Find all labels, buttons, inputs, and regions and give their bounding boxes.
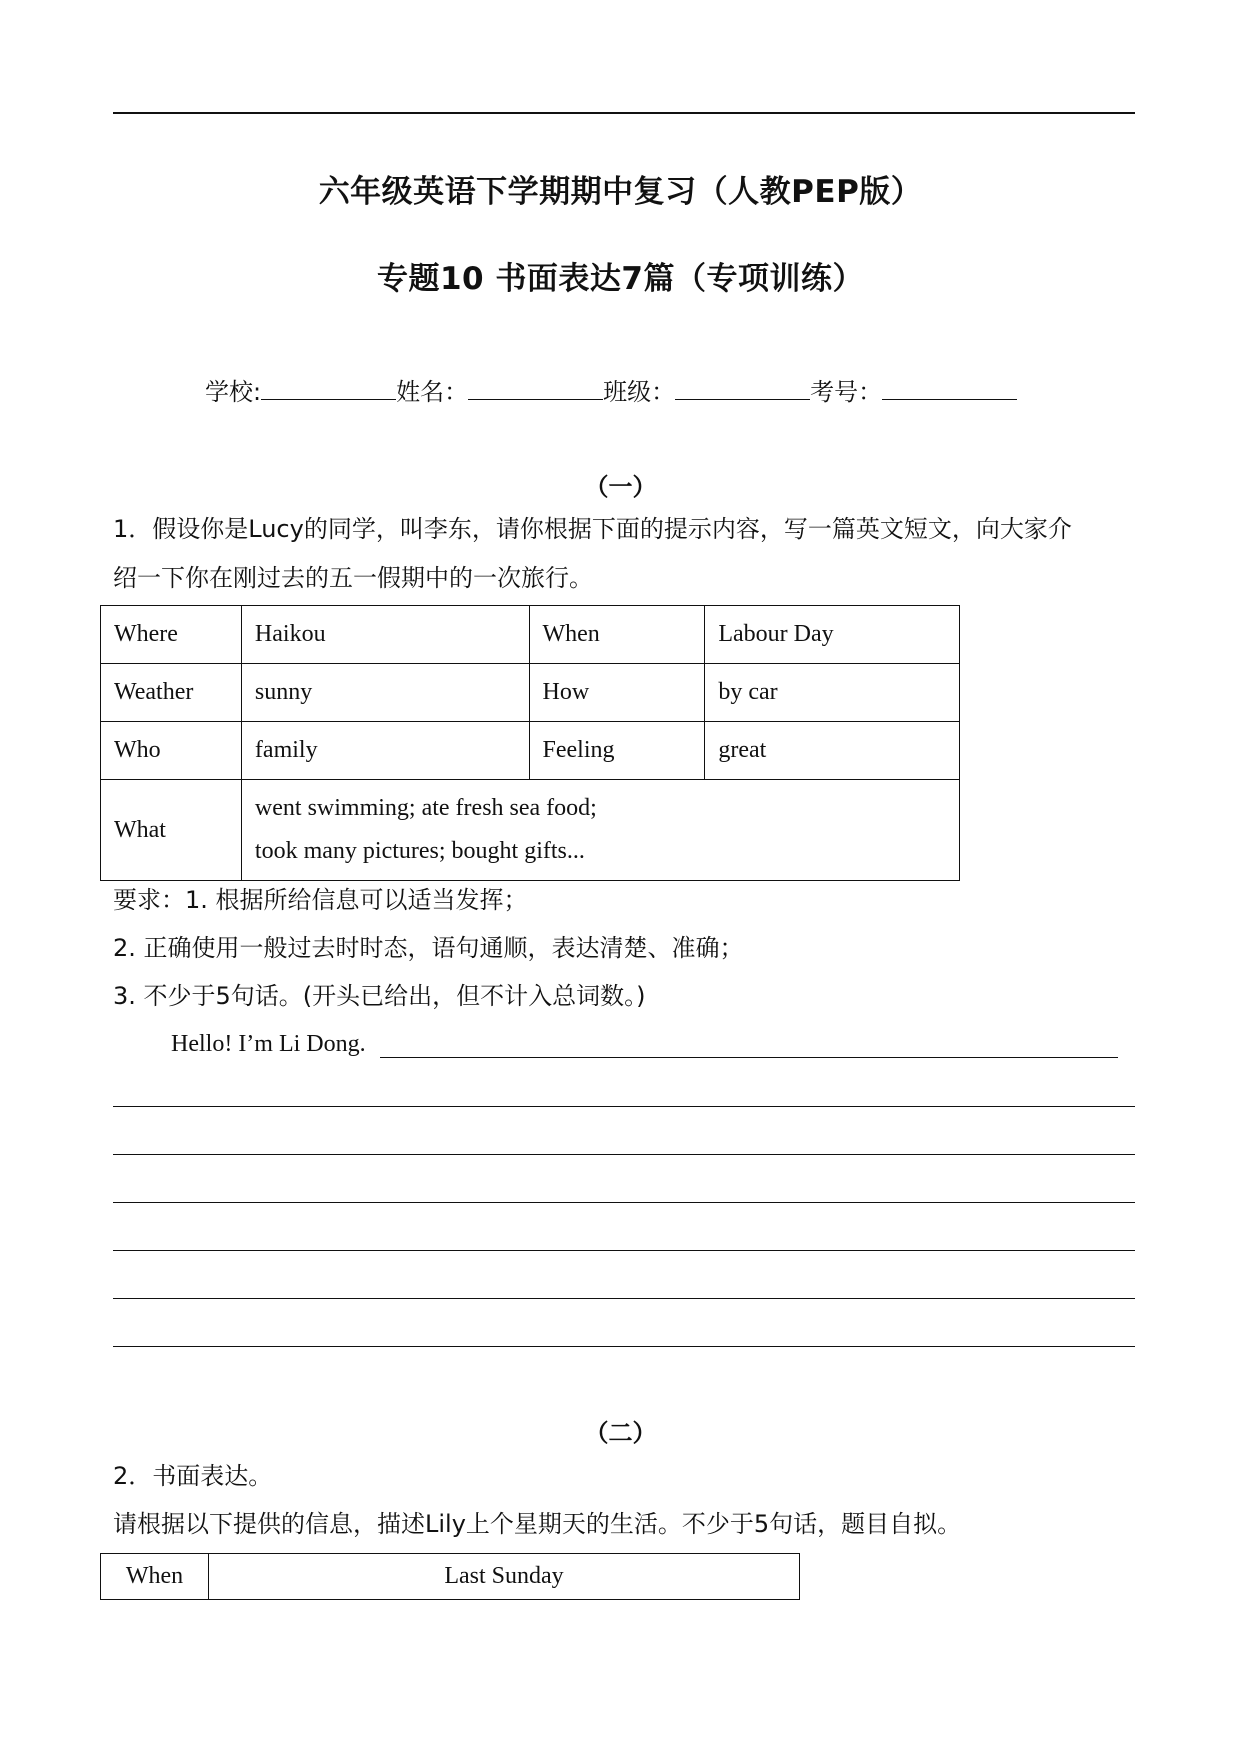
- class-label: 班级：: [603, 378, 676, 406]
- name-label: 姓名：: [396, 378, 469, 406]
- requirement-2: 2. 正确使用一般过去时时态，语句通顺，表达清楚、准确；: [113, 934, 744, 962]
- section-2-marker: （二）: [584, 1419, 657, 1447]
- writing-line[interactable]: [113, 1202, 1135, 1203]
- table-cell: by car: [705, 664, 960, 722]
- writing-line[interactable]: [113, 1346, 1135, 1347]
- table-cell: Who: [101, 722, 242, 780]
- writing-line[interactable]: [113, 1298, 1135, 1299]
- table-cell: Labour Day: [705, 606, 960, 664]
- table-cell-what: [241, 780, 959, 881]
- top-rule: [113, 112, 1135, 114]
- section-1-marker: （一）: [584, 473, 657, 501]
- name-blank[interactable]: [468, 377, 603, 400]
- page-subtitle: 专题10 书面表达7篇（专项训练）: [376, 261, 864, 297]
- table-cell: When: [529, 606, 705, 664]
- what-line-1: went swimming; ate fresh sea food;: [254, 795, 597, 821]
- table-row: [101, 1554, 800, 1600]
- trip-info-table: [100, 605, 960, 881]
- writing-line[interactable]: [113, 1106, 1135, 1107]
- table-cell: What: [101, 780, 242, 881]
- table-cell: Weather: [101, 664, 242, 722]
- requirement-3: 3. 不少于5句话。(开头已给出，但不计入总词数。): [113, 982, 646, 1010]
- requirement-1: 要求：1. 根据所给信息可以适当发挥；: [113, 886, 528, 914]
- table-cell: Haikou: [241, 606, 529, 664]
- question-2-prompt-line-2: 请根据以下提供的信息，描述Lily上个星期天的生活。不少于5句话，题目自拟。: [113, 1510, 962, 1538]
- table-cell: family: [241, 722, 529, 780]
- exam-number-blank[interactable]: [882, 377, 1017, 400]
- table-row: [101, 664, 960, 722]
- writing-line[interactable]: [113, 1250, 1135, 1251]
- table-row: [101, 780, 960, 881]
- table-cell: Feeling: [529, 722, 705, 780]
- table-cell: Where: [101, 606, 242, 664]
- table-cell: When: [101, 1554, 209, 1600]
- class-blank[interactable]: [675, 377, 810, 400]
- table-cell: sunny: [241, 664, 529, 722]
- lily-info-table: [100, 1553, 800, 1600]
- question-2-prompt-line-1: 2．书面表达。: [113, 1462, 273, 1490]
- school-label: 学校:: [205, 378, 262, 406]
- question-1-prompt-line-2: 绍一下你在刚过去的五一假期中的一次旅行。: [113, 564, 593, 592]
- student-info-line: [205, 372, 1017, 407]
- table-cell: Last Sunday: [208, 1554, 799, 1600]
- table-row: [101, 722, 960, 780]
- question-1-prompt-line-1: 1．假设你是Lucy的同学，叫李东，请你根据下面的提示内容，写一篇英文短文，向大家介: [113, 515, 1072, 543]
- table-row: [101, 606, 960, 664]
- table-cell: great: [705, 722, 960, 780]
- page-title: 六年级英语下学期期中复习（人教PEP版）: [318, 174, 923, 210]
- exam-number-label: 考号：: [810, 378, 883, 406]
- table-cell: How: [529, 664, 705, 722]
- school-blank[interactable]: [261, 377, 396, 400]
- what-line-2: took many pictures; bought gifts...: [254, 838, 585, 864]
- writing-line[interactable]: [380, 1057, 1118, 1058]
- writing-line[interactable]: [113, 1154, 1135, 1155]
- composition-start-text: Hello! I’m Li Dong.: [171, 1031, 366, 1057]
